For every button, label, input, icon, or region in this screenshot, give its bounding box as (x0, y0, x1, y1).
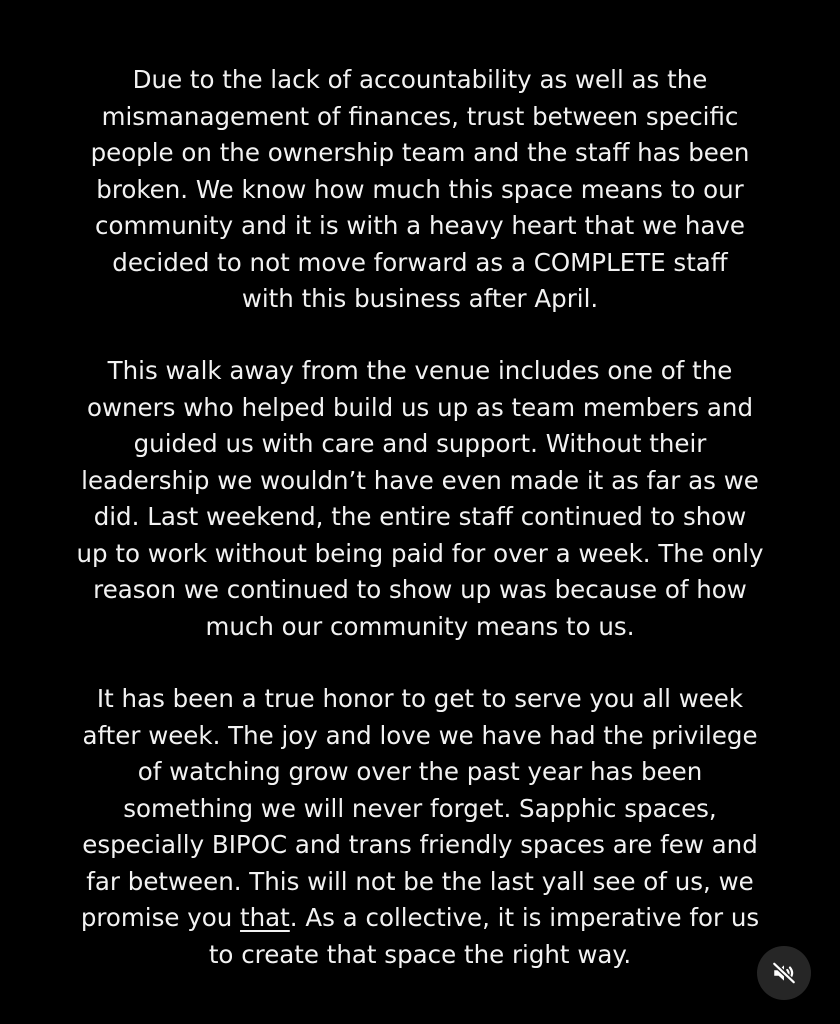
text-line: especially BIPOC and trans friendly spaces are few and (82, 830, 758, 859)
paragraph-2 (0, 353, 840, 645)
paragraph-1 (0, 62, 840, 318)
text-line: guided us with care and support. Without their (133, 429, 707, 458)
text-line: did. Last weekend, the entire staff continued to show (93, 502, 747, 531)
text-line: owners who helped build us up as team members and (86, 392, 753, 422)
text-line: leadership we wouldn’t have even made it as far as we (81, 465, 759, 495)
text-line: reason we continued to show up was because of how (93, 575, 747, 604)
text-line: with this business after April. (241, 284, 599, 313)
text-line: much our community means to us. (205, 611, 635, 641)
underlined-word: that (240, 903, 290, 932)
text-line: to create that space the right way. (208, 939, 632, 969)
text-line: This walk away from the venue includes one of the (107, 356, 733, 385)
text-line: people on the ownership team and the staff has been (90, 138, 750, 167)
text-line: decided to not move forward as a COMPLETE staff (112, 247, 728, 277)
text-line: of watching grow over the past year has been (137, 757, 703, 786)
text-segment: promise you (80, 903, 241, 932)
text-line: mismanagement of finances, trust between specific (101, 101, 739, 131)
text-line: up to work without being paid for over a week. The only (76, 538, 764, 568)
text-segment: . As a collective, it is imperative for us (289, 903, 760, 932)
text-line: after week. The joy and love we have had the privilege (82, 720, 758, 750)
mute-button[interactable] (757, 946, 811, 1000)
text-line (0, 900, 840, 937)
text-line: Due to the lack of accountability as well as the (132, 65, 708, 94)
paragraph-3 (0, 681, 840, 973)
text-line: something we will never forget. Sapphic spaces, (123, 793, 717, 823)
text-line: community and it is with a heavy heart that we have (95, 211, 745, 240)
speaker-muted-icon (771, 960, 797, 986)
text-line: broken. We know how much this space means to our (96, 174, 744, 204)
text-line: far between. This will not be the last yall see of us, we (86, 866, 754, 896)
text-line: It has been a true honor to get to serve you all week (96, 684, 744, 713)
